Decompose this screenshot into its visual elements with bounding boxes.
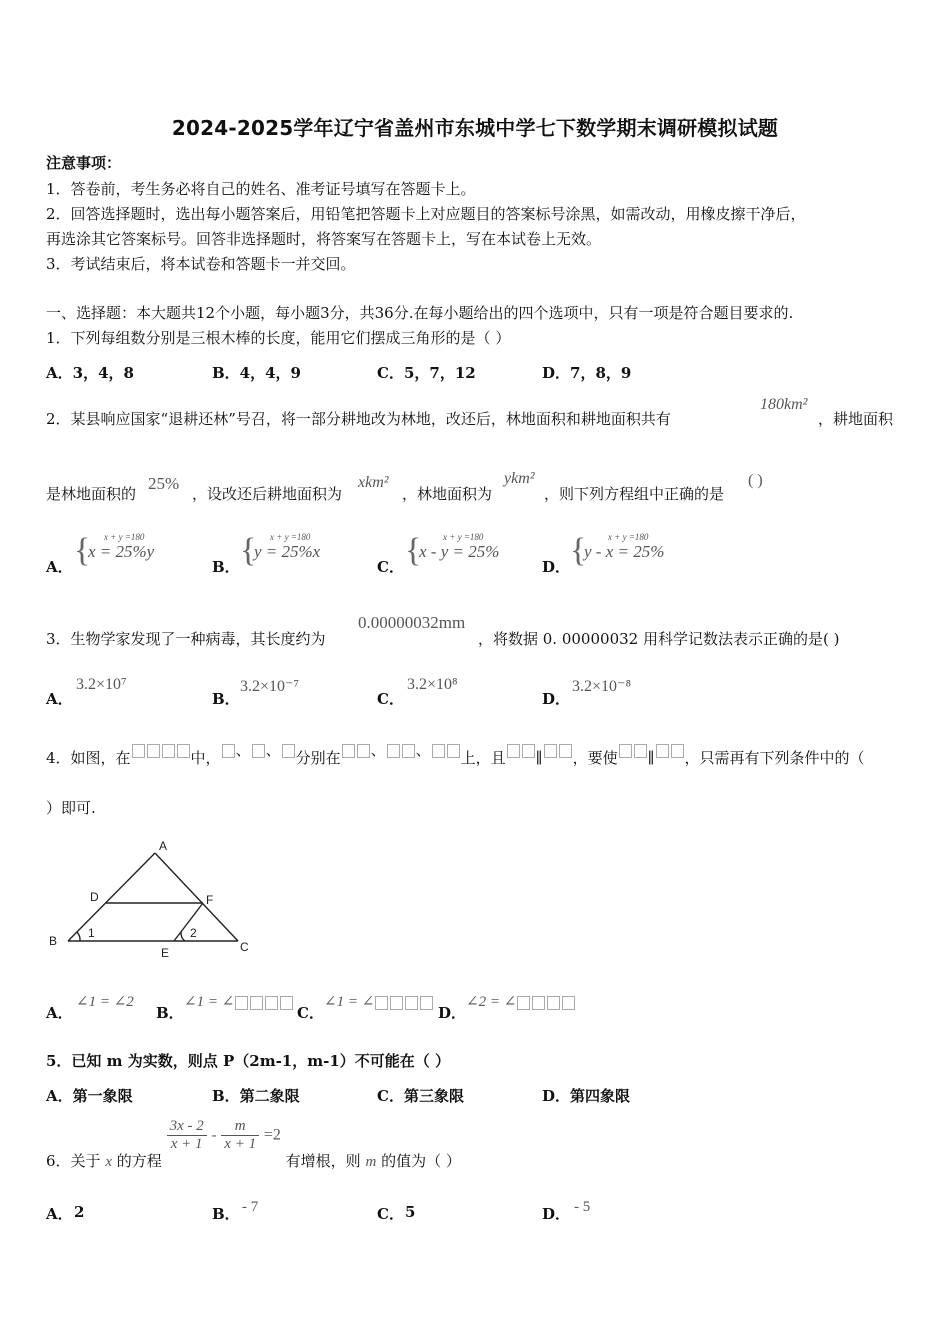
q6-option-b-value[interactable]: - 7 — [242, 1199, 259, 1215]
q2-stem-d: ，设改还后耕地面积为 — [192, 485, 343, 503]
q6-option-d-value[interactable]: - 5 — [574, 1199, 591, 1215]
notice-item-2-cont: 再选涂其它答案标号。回答非选择题时，将答案写在答题卡上，写在本试卷上无效。 — [46, 230, 602, 248]
q2-math-total: 180km² — [760, 396, 808, 413]
notice-item-1: 1．答卷前，考生务必将自己的姓名、准考证号填写在答题卡上。 — [46, 180, 476, 198]
var-x: x — [105, 1153, 112, 1170]
q3-option-b-label[interactable]: B． — [212, 690, 240, 708]
q3-option-d-value[interactable]: 3.2×10⁻⁸ — [572, 678, 632, 695]
separator: 、 — [370, 741, 386, 759]
angle-expression: ∠1 = ∠ — [184, 994, 235, 1010]
brace-icon: { — [240, 532, 257, 569]
parallel-symbol: ∥ — [647, 749, 655, 767]
q2-option-d[interactable] — [542, 528, 702, 578]
q4-text-3: 分别在 — [295, 749, 341, 767]
q3-stem-b: ，将数据 0. 00000032 用科学记数法表示正确的是( ) — [478, 630, 840, 648]
brace-icon: { — [74, 532, 91, 569]
missing-glyph-placeholder — [655, 741, 685, 759]
q4-option-c-label[interactable]: C． — [297, 1004, 324, 1022]
separator: 、 — [265, 741, 281, 759]
q2-answer-paren: ( ) — [748, 472, 763, 489]
fraction-2-num: m — [221, 1118, 259, 1136]
side-ab — [68, 853, 155, 941]
separator: 、 — [415, 741, 431, 759]
option-label: D． — [542, 558, 571, 576]
q4-stem-line1 — [46, 741, 865, 768]
angle-1-arc — [77, 932, 80, 941]
q3-option-c-value[interactable]: 3.2×10⁸ — [407, 676, 458, 693]
q4-option-a-value[interactable]: ∠1 = ∠2 — [76, 994, 134, 1010]
q6-stem — [46, 1118, 461, 1168]
missing-glyph-placeholder — [131, 741, 191, 759]
q6-option-c-label[interactable]: C． — [377, 1205, 404, 1223]
missing-glyph-placeholder — [221, 741, 296, 759]
q6-text-1: 6．关于 — [46, 1151, 101, 1170]
q4-text-4: 上，且 — [460, 749, 506, 767]
q3-option-d-label[interactable]: D． — [542, 690, 571, 708]
vertex-label-c: C — [240, 940, 249, 954]
q1-option-a[interactable]: A．3，4，8 — [46, 364, 134, 382]
equals-two: =2 — [263, 1126, 281, 1144]
q5-option-d[interactable]: D．第四象限 — [542, 1087, 631, 1105]
q3-math-length: 0.00000032mm — [358, 613, 466, 632]
system-eq-top: x + y =180 — [443, 532, 484, 542]
q6-text-4: 的值为（ ） — [381, 1151, 461, 1170]
q2-stem-b: ，耕地面积 — [818, 410, 894, 428]
system-eq-top: x + y =180 — [270, 532, 311, 542]
q4-text-6: ，只需再有下列条件中的（ — [684, 749, 865, 767]
q4-option-b-label[interactable]: B． — [156, 1004, 184, 1022]
q2-math-y: ykm² — [504, 470, 535, 487]
vertex-label-b: B — [49, 934, 58, 948]
system-eq-bottom: y = 25%x — [254, 542, 321, 561]
vertex-label-e: E — [161, 946, 170, 960]
q6-option-a-value[interactable]: 2 — [74, 1203, 85, 1221]
option-label: B． — [212, 558, 240, 576]
section-heading: 一、选择题：本大题共12个小题，每小题3分，共36分.在每小题给出的四个选项中，只有一项是符合题目要求的. — [46, 304, 794, 322]
q4-text-1: 4．如图，在 — [46, 749, 131, 767]
q4-option-b-value[interactable] — [184, 992, 294, 1011]
system-eq-bottom: x = 25%y — [88, 542, 155, 561]
q4-option-a-label[interactable]: A． — [46, 1004, 73, 1022]
q2-math-x: xkm² — [358, 474, 389, 491]
vertex-label-d: D — [90, 890, 99, 904]
angle-2-arc — [181, 932, 185, 941]
q5-option-a[interactable]: A．第一象限 — [46, 1087, 133, 1105]
q2-option-c[interactable] — [377, 528, 537, 578]
notice-item-2: 2．回答选择题时，选出每小题答案后，用铅笔把答题卡上对应题目的答案标号涂黑，如需改动，用橡皮擦干净后， — [46, 205, 806, 223]
q1-option-d[interactable]: D．7，8，9 — [542, 364, 632, 382]
q3-option-b-value[interactable]: 3.2×10⁻⁷ — [240, 678, 300, 695]
q6-option-a-label[interactable]: A． — [46, 1205, 73, 1223]
q2-stem-f: ，则下列方程组中正确的是 — [544, 485, 725, 503]
missing-glyph-placeholder — [618, 741, 648, 759]
q2-option-a[interactable] — [46, 528, 206, 578]
q2-option-b[interactable] — [212, 528, 372, 578]
angle-expression: ∠1 = ∠ — [324, 994, 375, 1010]
q5-option-c[interactable]: C．第三象限 — [377, 1087, 464, 1105]
q2-stem-a: 2．某县响应国家“退耕还林”号召，将一部分耕地改为林地，改还后，林地面积和耕地面积共有 — [46, 410, 671, 428]
q4-option-d-label[interactable]: D． — [438, 1004, 467, 1022]
q5-option-b[interactable]: B．第二象限 — [212, 1087, 300, 1105]
minus-sign: - — [211, 1127, 217, 1144]
q4-stem-line2: ）即可. — [46, 799, 96, 817]
option-label: A． — [46, 558, 73, 576]
q3-option-a-value[interactable]: 3.2×10⁷ — [76, 676, 127, 693]
fraction-2-den: x + 1 — [224, 1136, 257, 1152]
q1-option-c[interactable]: C．5，7，12 — [377, 364, 476, 382]
brace-icon: { — [405, 532, 422, 569]
missing-glyph-placeholder — [543, 741, 573, 759]
fraction-1-num: 3x - 2 — [167, 1118, 207, 1136]
q3-option-c-label[interactable]: C． — [377, 690, 404, 708]
missing-glyph-placeholder — [506, 741, 536, 759]
q4-option-d-value[interactable] — [466, 992, 576, 1011]
angle-label-2: 2 — [190, 926, 197, 940]
system-eq-top: x + y =180 — [104, 532, 145, 542]
q3-option-a-label[interactable]: A． — [46, 690, 73, 708]
q4-option-c-value[interactable] — [324, 992, 434, 1011]
q2-stem-e: ，林地面积为 — [402, 485, 493, 503]
q6-option-c-value[interactable]: 5 — [405, 1203, 416, 1221]
notice-item-3: 3．考试结束后，将本试卷和答题卡一并交回。 — [46, 255, 356, 273]
q5-stem: 5．已知 m 为实数，则点 P（2m-1，m-1）不可能在（ ） — [46, 1052, 450, 1070]
page-title: 2024-2025学年辽宁省盖州市东城中学七下数学期末调研模拟试题 — [171, 116, 779, 140]
q2-math-percent: 25% — [148, 474, 180, 493]
angle-expression: ∠2 = ∠ — [466, 994, 517, 1010]
brace-icon: { — [570, 532, 587, 569]
q2-stem-c: 是林地面积的 — [46, 485, 137, 503]
q6-text-3: 有增根，则 — [285, 1151, 361, 1170]
q6-option-d-label[interactable]: D． — [542, 1205, 571, 1223]
var-m: m — [365, 1153, 377, 1170]
notice-heading: 注意事项： — [46, 154, 122, 172]
q1-option-b[interactable]: B．4，4，9 — [212, 364, 301, 382]
q4-text-2: 中， — [190, 749, 221, 767]
option-label: C． — [377, 558, 404, 576]
fraction-1-den: x + 1 — [170, 1136, 203, 1152]
q1-stem: 1．下列每组数分别是三根木棒的长度，能用它们摆成三角形的是（ ） — [46, 329, 511, 347]
vertex-label-a: A — [159, 839, 168, 853]
q4-text-5: ，要使 — [572, 749, 618, 767]
q6-option-b-label[interactable]: B． — [212, 1205, 240, 1223]
system-eq-bottom: x - y = 25% — [419, 542, 500, 561]
parallel-symbol: ∥ — [535, 749, 543, 767]
angle-label-1: 1 — [88, 926, 95, 940]
fraction-1 — [167, 1118, 207, 1153]
q6-text-2: 的方程 — [116, 1151, 162, 1170]
vertex-label-f: F — [206, 893, 214, 907]
fraction-2 — [221, 1118, 259, 1153]
q3-stem-a: 3．生物学家发现了一种病毒，其长度约为 — [46, 630, 326, 648]
system-eq-top: x + y =180 — [608, 532, 649, 542]
missing-glyph-placeholder — [341, 741, 461, 759]
system-eq-bottom: y - x = 25% — [584, 542, 665, 561]
triangle-figure — [40, 835, 270, 965]
separator: 、 — [235, 741, 251, 759]
segment-fe — [174, 903, 203, 941]
